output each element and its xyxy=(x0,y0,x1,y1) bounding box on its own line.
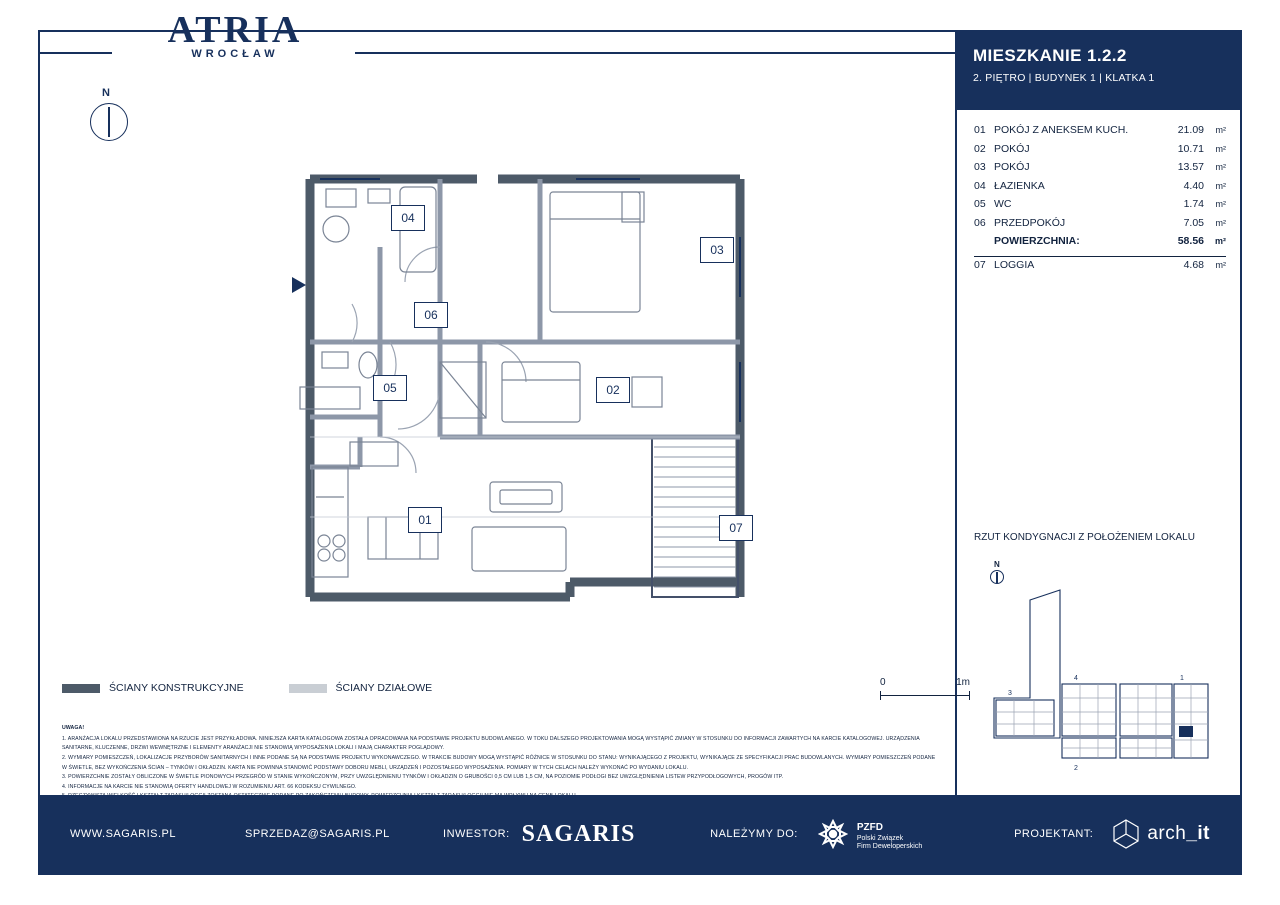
compass xyxy=(80,87,140,157)
apartment-subtitle: 2. PIĘTRO | BUDYNEK 1 | KLATKA 1 xyxy=(973,72,1155,84)
table-divider xyxy=(974,256,1226,257)
designer-name xyxy=(1147,823,1210,845)
keyplan-north-label: N xyxy=(994,560,1000,569)
apartment-header xyxy=(957,32,1240,110)
room-name: POKÓJ Z ANEKSEM KUCH. xyxy=(994,124,1129,136)
room-name: PRZEDPOKÓJ xyxy=(994,216,1066,229)
scale-zero-label: 0 xyxy=(880,677,886,688)
room-tag-06: 06 xyxy=(414,302,448,328)
footer-email[interactable]: SPRZEDAZ@SAGARIS.PL xyxy=(245,828,390,840)
room-name: POKÓJ xyxy=(994,142,1030,155)
room-name: ŁAZIENKA xyxy=(994,179,1045,192)
note-line: 2. WYMIARY POMIESZCZEŃ, LOKALIZACJE PRZYBORÓW SANITARNYCH I INNE PODANE SĄ NA PODSTAWIE PROJEKTU WYKONAWCZEGO. W TRAKCIE BUDOWY MOGĄ WYSTĄPIĆ RÓŻNICE W STOSUNKU DO STANU: WYNIKAJĄCEGO Z PROJEKTU, WYNIKAJĄCE ZE SPECYFIKACJI PRAC BUDOWLANYCH. WYMIARY POMIESZCZEŃ PODANE xyxy=(62,754,936,761)
investor-logo: SAGARIS xyxy=(521,820,636,847)
structural-wall-swatch xyxy=(62,684,100,693)
room-name: WC xyxy=(994,198,1012,210)
room-unit: m² xyxy=(1215,162,1226,172)
room-unit: m² xyxy=(1215,180,1226,191)
highlighted-unit xyxy=(1179,726,1193,737)
table-row-extra xyxy=(974,259,1226,278)
scale-bar-graphic xyxy=(880,691,970,699)
svg-text:2: 2 xyxy=(1074,765,1078,772)
note-line: SANITARNE, KLUCZENNE, DRZWI WEWNĘTRZNE I ELEMENTY ARANŻACJI NIE STANOWIĄ WYPOSAŻENIA LOKALI I MAJĄ CHARAKTER POGLĄDOWY. xyxy=(62,745,445,752)
room-number: 04 xyxy=(974,179,986,192)
room-number: 06 xyxy=(974,216,986,229)
room-tag-01: 01 xyxy=(408,507,442,533)
room-tag-04: 04 xyxy=(391,205,425,231)
room-area: 1.74 xyxy=(1183,198,1204,210)
keyplan-title: RZUT KONDYGNACJI Z POŁOŻENIEM LOKALU xyxy=(974,532,1195,543)
pzfd-abbr: PZFD xyxy=(856,821,883,833)
notes-title: UWAGA! xyxy=(62,725,85,731)
footer-website[interactable]: WWW.SAGARIS.PL xyxy=(70,828,177,840)
archit-hex-icon xyxy=(1113,819,1139,849)
investor-label: INWESTOR: xyxy=(443,828,510,840)
room-area: 4.40 xyxy=(1183,179,1204,192)
note-line: 1. ARANŻACJA LOKALU PRZEDSTAWIONA NA RZUCIE JEST PRZYKŁADOWA. NINIEJSZA KARTA KATALOGOWA ZOSTAŁA OPRACOWANA NA PODSTAWIE PROJEKTU BUDOWLANEGO. W TOKU DALSZEGO PROJEKTOWANIA MOGĄ WYSTĄPIĆ ZMIANY W STOSUNKU DO INFORMACJI ZAWARTYCH NA KARCIE KATALOGOWEJ. URZĄDZENIA xyxy=(62,735,920,742)
scale-bar xyxy=(880,677,970,699)
designer-label: PROJEKTANT: xyxy=(1014,828,1094,840)
table-row xyxy=(974,124,1226,143)
room-area: 4.68 xyxy=(1183,258,1204,271)
catalog-sheet xyxy=(38,9,1242,875)
table-row-total xyxy=(974,235,1226,254)
partition-wall-label: ŚCIANY DZIAŁOWE xyxy=(335,682,433,694)
room-unit: m² xyxy=(1215,217,1226,228)
header-rule-left xyxy=(40,52,112,54)
room-area: 10.71 xyxy=(1177,142,1204,155)
designer-name-light: arch xyxy=(1147,823,1187,844)
keyplan-drawing xyxy=(974,588,1226,788)
legend xyxy=(62,682,474,696)
structural-wall-label: ŚCIANY KONSTRUKCYJNE xyxy=(109,682,244,694)
notes-block xyxy=(62,724,952,802)
room-number: 02 xyxy=(974,142,986,155)
total-area: 58.56 xyxy=(1177,235,1204,247)
compass-needle-icon xyxy=(108,107,110,137)
room-number: 05 xyxy=(974,198,986,210)
designer-name-bold: _it xyxy=(1186,823,1211,844)
room-name: LOGGIA xyxy=(994,258,1035,271)
room-number: 03 xyxy=(974,161,986,173)
svg-text:1: 1 xyxy=(1180,675,1184,682)
note-line: 3. POWIERZCHNIE ZOSTAŁY OBLICZONE W ŚWIETLE PIONOWYCH PRZEGRÓD W STANIE WYKOŃCZONYM, PRZY UWZGLĘDNIENIU TYNKÓW I OKŁADZIN O GRUBOŚCI 0,5 CM LUB 1,5 CM, NA POZIOMIE PODŁOGI BEZ UWZGLĘDNIENIA LISTEW PRZYPODŁOGOWYCH, PROGÓW ITP. xyxy=(62,774,784,781)
total-unit: m² xyxy=(1215,236,1226,246)
room-tag-05: 05 xyxy=(373,375,407,401)
keyplan-compass-needle-icon xyxy=(996,572,997,583)
room-area: 7.05 xyxy=(1183,216,1204,229)
partition-wall-swatch xyxy=(289,684,327,693)
room-unit: m² xyxy=(1215,125,1226,135)
note-line: 4. INFORMACJE NA KARCIE NIE STANOWIĄ OFERTY HANDLOWEJ W ROZUMIENIU ART. 66 KODEKSU CYWILNEGO. xyxy=(62,783,357,790)
floor-plan-drawing xyxy=(240,137,780,637)
footer xyxy=(40,795,1240,873)
table-row xyxy=(974,217,1226,236)
note-line: W ŚWIETLE, BEZ WYKOŃCZENIA ŚCIAN – TYNKÓW I OKŁADZIN. KARTA NIE POWINNA STANOWIĆ PODSTAWY DOBORU MEBLI, URZĄDZEŃ I POZOSTAŁEGO WYPOSAŻENIA. POMIARY W TYCH CELACH NALEŻY WYKONAĆ PO WYDANIU LOKALU. xyxy=(62,764,689,771)
table-row xyxy=(974,143,1226,162)
table-row xyxy=(974,161,1226,180)
room-tag-07: 07 xyxy=(719,515,753,541)
logo-brand: ATRIA xyxy=(167,9,303,51)
pzfd-emblem-icon xyxy=(818,819,848,849)
room-unit: m² xyxy=(1215,199,1226,209)
compass-north-label: N xyxy=(102,87,110,99)
header-left xyxy=(40,9,960,77)
table-row xyxy=(974,180,1226,199)
room-tag-03: 03 xyxy=(700,237,734,263)
svg-text:3: 3 xyxy=(1008,690,1012,697)
member-label: NALEŻYMY DO: xyxy=(710,828,798,840)
room-schedule xyxy=(974,124,1226,277)
total-label: POWIERZCHNIA: xyxy=(994,235,1080,247)
logo-subtitle: WROCŁAW xyxy=(191,48,279,60)
room-unit: m² xyxy=(1215,143,1226,154)
scale-one-meter-label: 1m xyxy=(956,677,970,688)
room-name: POKÓJ xyxy=(994,161,1030,173)
keyplan xyxy=(974,560,1226,790)
room-number: 01 xyxy=(974,124,986,136)
legend-item-partition xyxy=(289,682,433,694)
room-unit: m² xyxy=(1215,259,1226,270)
atria-logo xyxy=(115,10,355,72)
pzfd-line-1: Polski Związek xyxy=(856,834,904,842)
header-rule-right xyxy=(355,52,960,54)
legend-item-structural xyxy=(62,682,244,694)
room-tag-02: 02 xyxy=(596,377,630,403)
svg-text:4: 4 xyxy=(1074,675,1078,682)
room-number: 07 xyxy=(974,258,986,271)
pzfd-line-2: Firm Deweloperskich xyxy=(856,843,923,850)
floor-plan xyxy=(240,137,780,637)
table-row xyxy=(974,198,1226,217)
room-area: 13.57 xyxy=(1177,161,1204,173)
room-area: 21.09 xyxy=(1177,124,1204,136)
apartment-title: MIESZKANIE 1.2.2 xyxy=(973,46,1127,65)
